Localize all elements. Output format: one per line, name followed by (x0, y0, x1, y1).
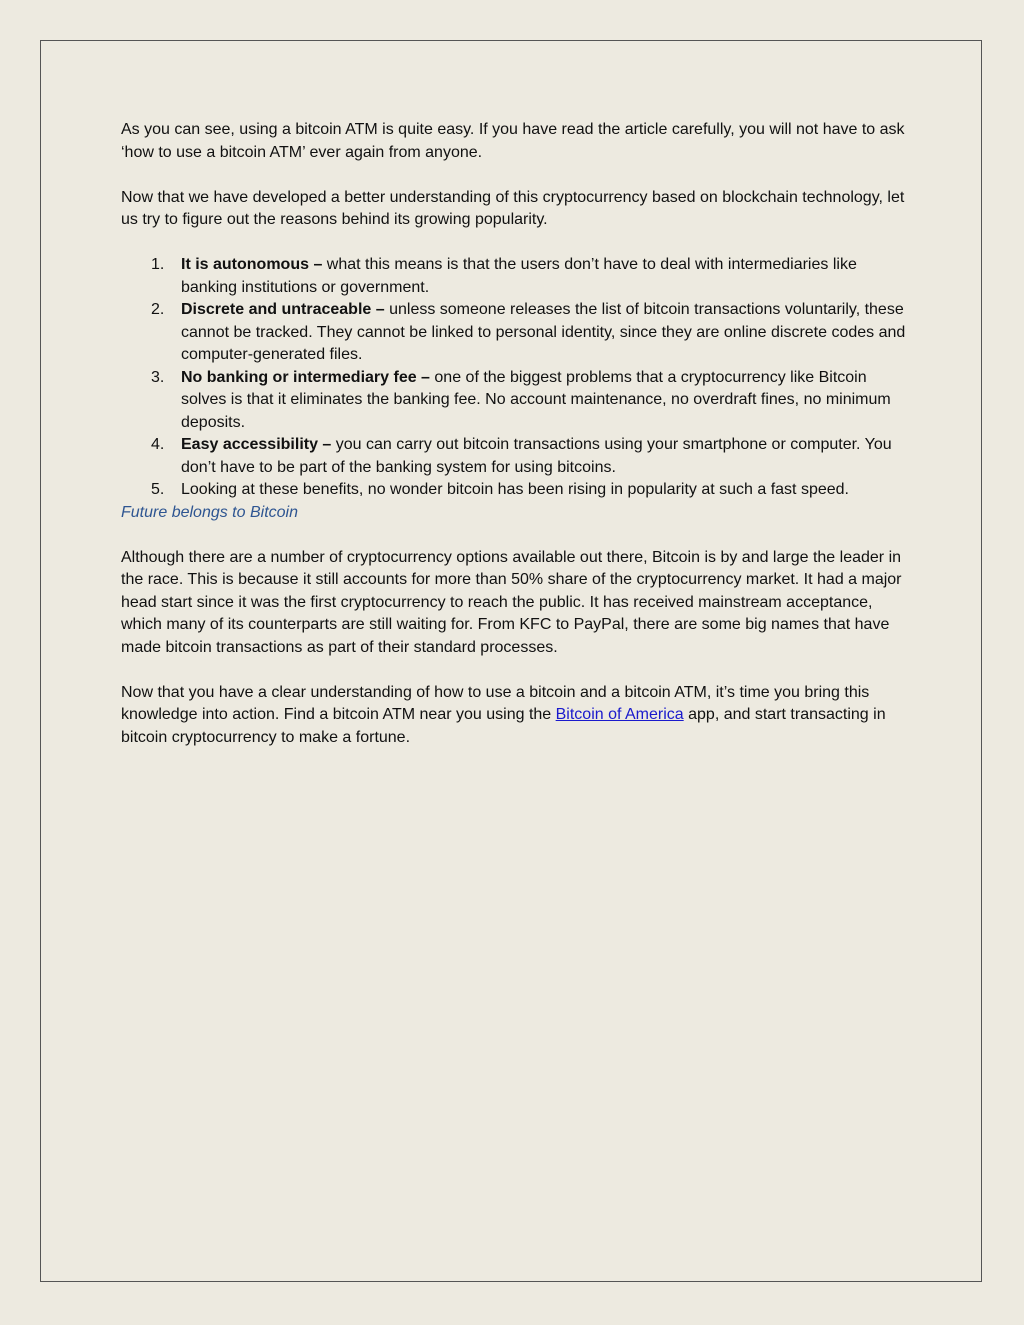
list-item (121, 367, 911, 435)
list-item-title: Discrete and untraceable – (181, 301, 385, 318)
list-item-number: 2. (151, 301, 165, 318)
list-item (121, 254, 911, 299)
list-item-number: 1. (151, 256, 165, 273)
list-item-number: 5. (151, 481, 165, 498)
list-item (121, 299, 911, 367)
list-item-text: Looking at these benefits, no wonder bitcoin has been rising in popularity at such a fast speed. (181, 481, 849, 498)
paragraph-text: app, and start transacting in bitcoin cryptocurrency to make a fortune. (121, 706, 886, 746)
list-item-title: It is autonomous – (181, 256, 323, 273)
intro-paragraph-2: Now that we have developed a better understanding of this cryptocurrency based on blockchain technology, let us try to figure out the reasons behind its growing popularity. (121, 188, 905, 228)
list-item-text: you can carry out bitcoin transactions using your smartphone or computer. You don’t have to be part of the banking system for using bitcoins. (181, 436, 892, 476)
list-item (121, 479, 911, 502)
list-item-text: unless someone releases the list of bitcoin transactions voluntarily, these cannot be tracked. They cannot be linked to personal identity, since they are online discrete codes and computer-generated files. (181, 301, 906, 363)
list-item-title: Easy accessibility – (181, 436, 332, 453)
list-item-text: one of the biggest problems that a cryptocurrency like Bitcoin solves is that it eliminates the banking fee. No account maintenance, no overdraft fines, no minimum deposits. (181, 368, 891, 431)
section-paragraph-2 (121, 682, 911, 750)
list-item-title: No banking or intermediary fee – (181, 368, 430, 386)
section-heading: Future belongs to Bitcoin (121, 503, 298, 521)
document-body (121, 119, 911, 772)
benefits-list (121, 254, 911, 502)
list-item-text: what this means is that the users don’t have to deal with intermediaries like banking institutions or government. (181, 256, 857, 296)
bitcoin-of-america-link[interactable]: Bitcoin of America (555, 706, 684, 723)
list-item-number: 3. (151, 368, 165, 386)
section-paragraph-1: Although there are a number of cryptocurrency options available out there, Bitcoin is by and large the leader in the race. This is because it still accounts for more than 50% share of the cryptocurrency market. It had a major head start since it was the first cryptocurrency to reach the public. It has received mainstream acceptance, which many of its counterparts are still waiting for. From KFC to PayPal, there are some big names that have made bitcoin transactions as part of their standard processes. (121, 548, 902, 656)
list-item (121, 434, 911, 479)
paragraph-text: Now that you have a clear understanding of how to use a bitcoin and a bitcoin ATM, it’s time you bring this knowledge into action. Find a bitcoin ATM near you using the (121, 683, 870, 723)
list-item-number: 4. (151, 436, 165, 453)
intro-paragraph-1: As you can see, using a bitcoin ATM is quite easy. If you have read the article carefully, you will not have to ask ‘how to use a bitcoin ATM’ ever again from anyone. (121, 121, 905, 161)
